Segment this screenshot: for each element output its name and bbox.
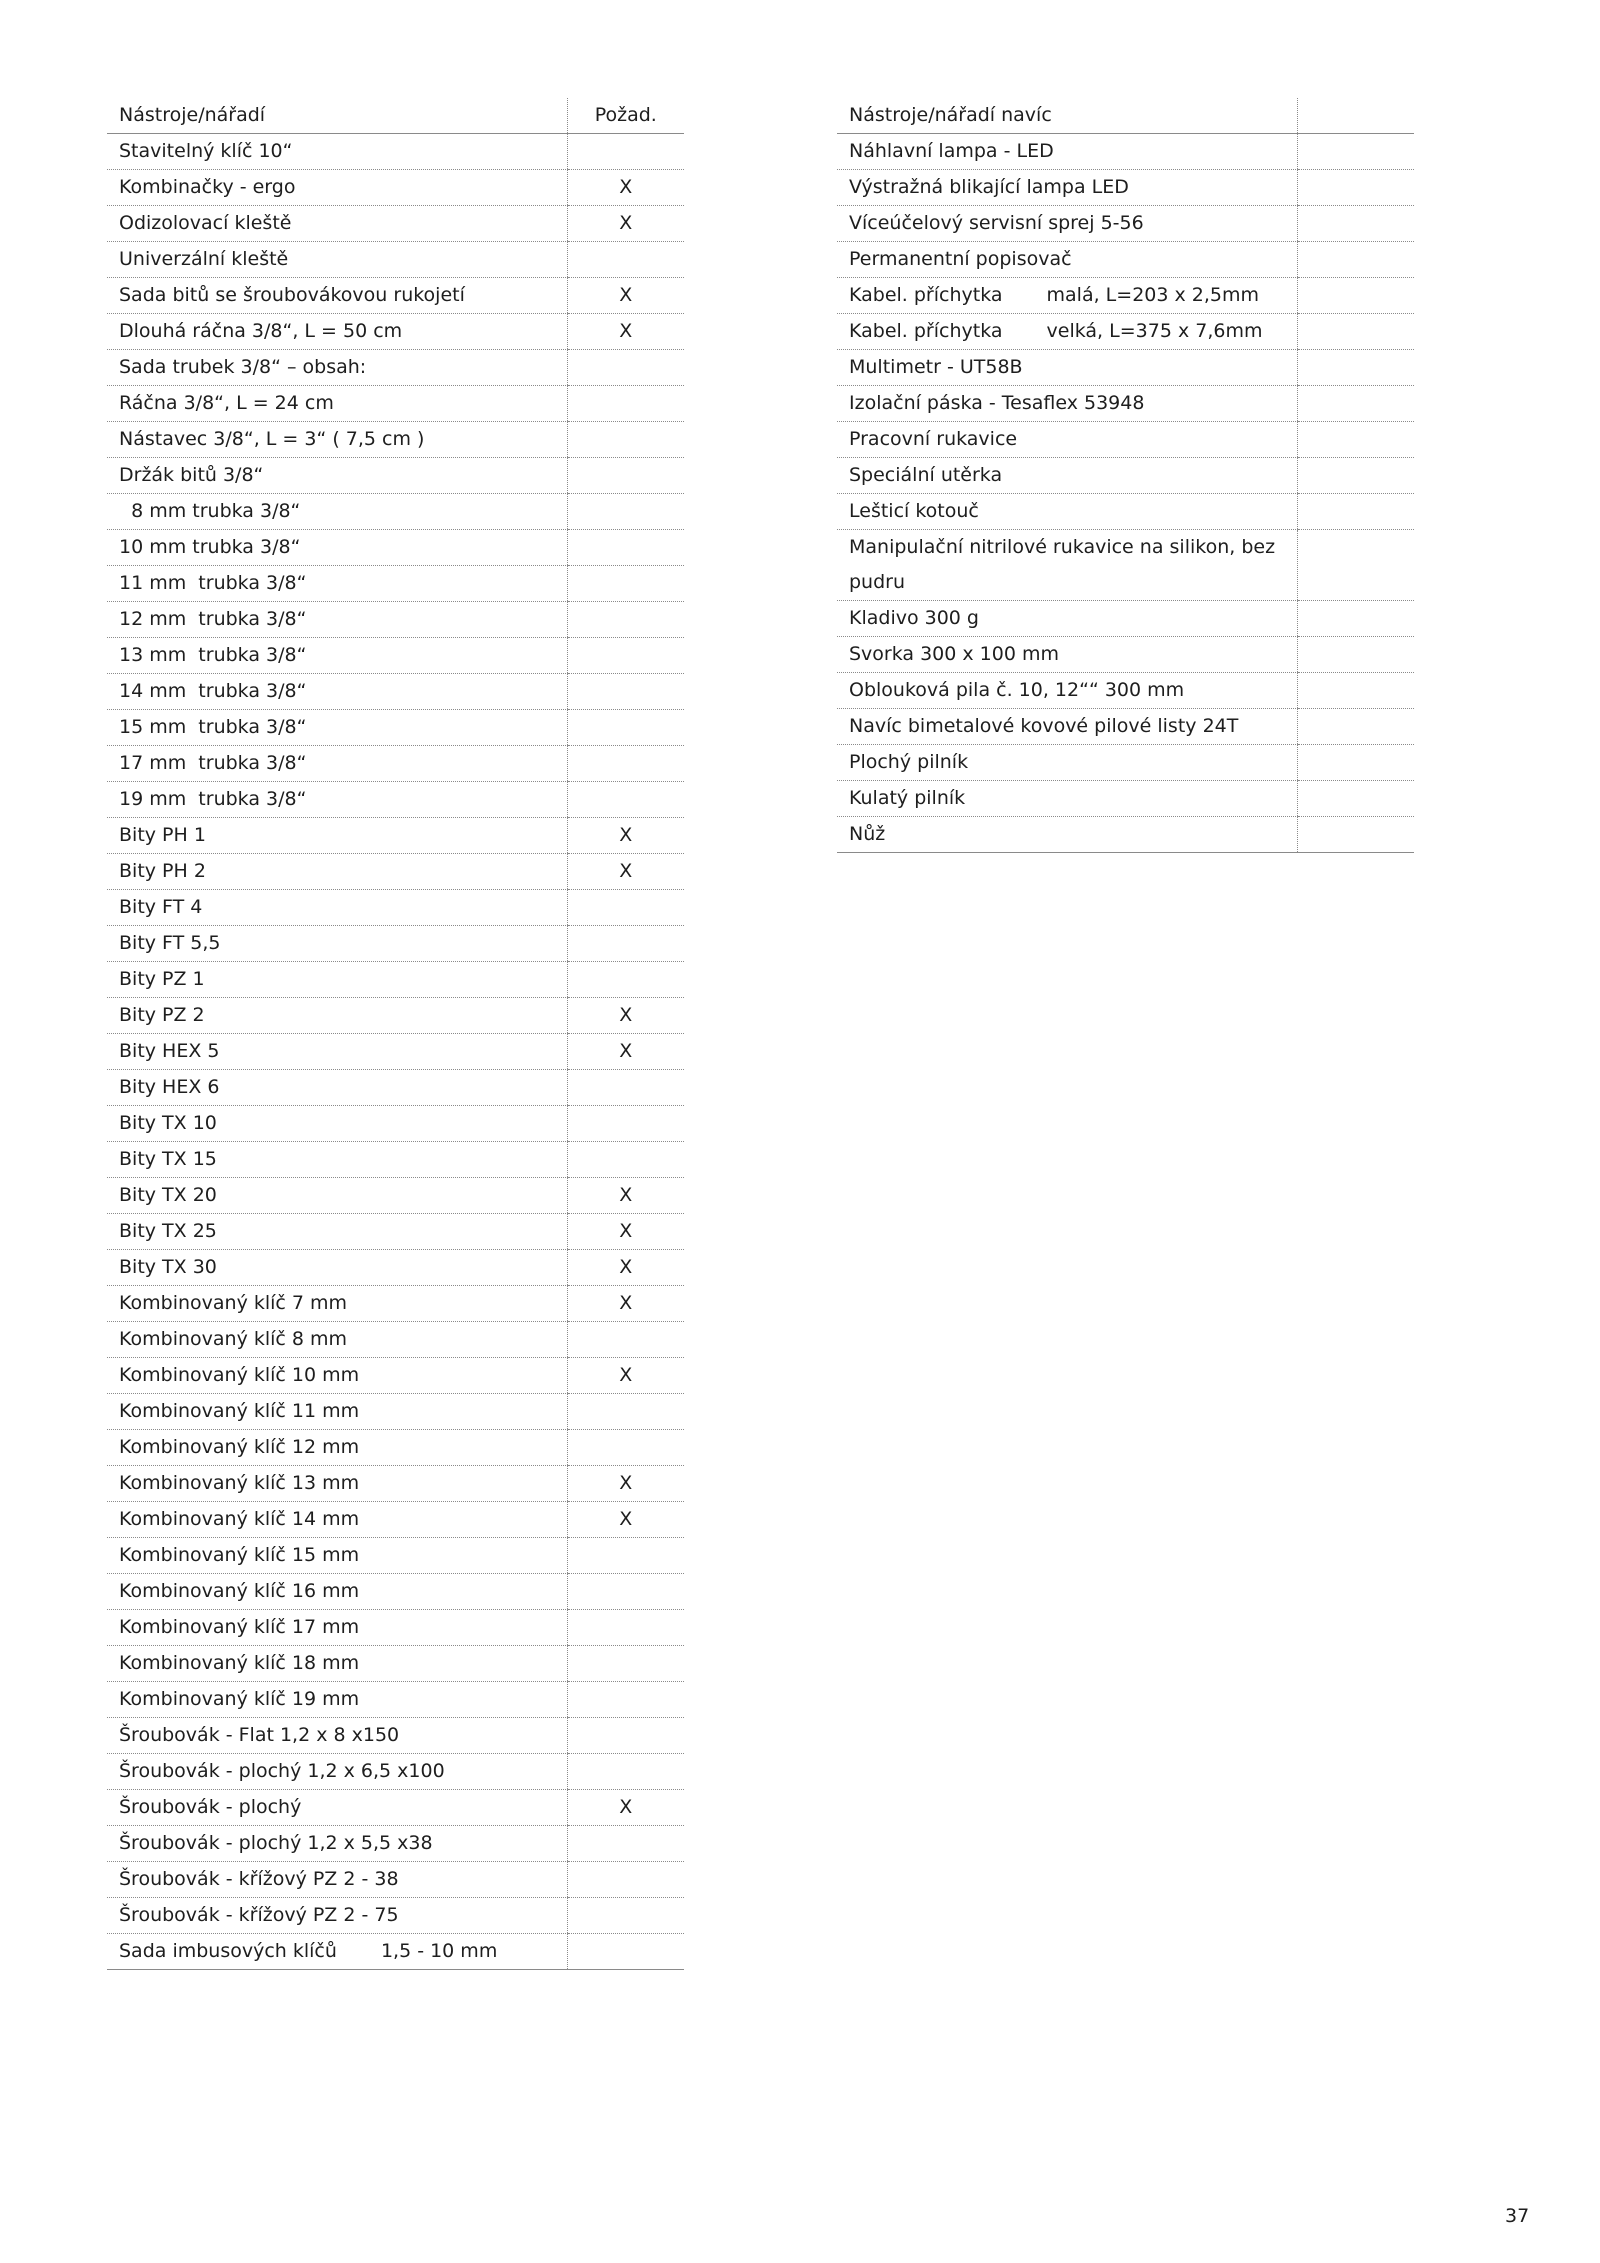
table-row [107, 206, 684, 242]
row-required-mark [567, 1394, 684, 1430]
table-row [107, 494, 684, 530]
row-item-label: Kombinovaný klíč 7 mm [119, 1292, 348, 1314]
row-required-mark [1297, 745, 1414, 781]
row-item-label: Kombinovaný klíč 12 mm [119, 1436, 360, 1458]
table-row [107, 782, 684, 818]
row-item [107, 458, 567, 494]
table-row [107, 710, 684, 746]
row-item [107, 242, 567, 278]
table-row [837, 206, 1414, 242]
row-item [837, 422, 1297, 458]
row-item [107, 386, 567, 422]
row-item-detail: velká, L=375 x 7,6mm [1046, 320, 1263, 342]
row-item-label: Bity TX 30 [119, 1256, 217, 1278]
row-item [837, 709, 1297, 745]
row-required-mark [567, 1142, 684, 1178]
table-row [107, 1610, 684, 1646]
row-item-label: Bity TX 15 [119, 1148, 217, 1170]
row-required-mark [567, 1574, 684, 1610]
table-row [107, 1754, 684, 1790]
row-item [837, 673, 1297, 709]
row-item [837, 314, 1297, 350]
table-row [107, 1862, 684, 1898]
row-item [107, 170, 567, 206]
row-item-label: Bity TX 20 [119, 1184, 217, 1206]
table-row [837, 350, 1414, 386]
header-required: Požad. [567, 98, 684, 134]
row-item-label: Plochý pilník [849, 751, 969, 773]
table-row [107, 278, 684, 314]
row-item-label: Sada bitů se šroubovákovou rukojetí [119, 284, 465, 306]
row-item [107, 1394, 567, 1430]
row-required-mark [1297, 278, 1414, 314]
row-item-label: Kombinovaný klíč 14 mm [119, 1508, 360, 1530]
row-item-label: 11 mm trubka 3/8“ [119, 572, 307, 594]
row-item [107, 1070, 567, 1106]
row-item [107, 854, 567, 890]
row-item-label: Kombinovaný klíč 8 mm [119, 1328, 348, 1350]
table-row [107, 1574, 684, 1610]
row-required-mark [567, 1430, 684, 1466]
row-item [107, 1538, 567, 1574]
row-item-label: Bity PH 2 [119, 860, 206, 882]
row-item-label: Kombinačky - ergo [119, 176, 296, 198]
table-row [107, 1790, 684, 1826]
row-item [837, 350, 1297, 386]
table-row [107, 674, 684, 710]
row-required-mark [567, 422, 684, 458]
extra-tools-table [837, 98, 1414, 853]
row-item [837, 745, 1297, 781]
row-item [107, 1646, 567, 1682]
row-required-mark [567, 530, 684, 566]
row-item [837, 494, 1297, 530]
row-item [107, 1430, 567, 1466]
row-item-label: Multimetr - UT58B [849, 356, 1023, 378]
row-item [107, 530, 567, 566]
table-row [837, 781, 1414, 817]
table-row [107, 242, 684, 278]
row-required-mark [1297, 422, 1414, 458]
table-row [107, 1934, 684, 1970]
table-row [107, 1178, 684, 1214]
row-item [107, 1610, 567, 1646]
row-required-mark [567, 1862, 684, 1898]
row-item-label: Lešticí kotouč [849, 500, 979, 522]
row-item [837, 134, 1297, 170]
row-item-label: Kombinovaný klíč 15 mm [119, 1544, 360, 1566]
row-item-label: Bity TX 10 [119, 1112, 217, 1134]
row-item [107, 1826, 567, 1862]
table-row [107, 1646, 684, 1682]
row-required-mark: X [567, 1214, 684, 1250]
table-row [107, 1070, 684, 1106]
row-item [107, 1142, 567, 1178]
row-required-mark [567, 350, 684, 386]
row-required-mark [567, 782, 684, 818]
row-item [107, 1934, 567, 1970]
table-row [837, 422, 1414, 458]
table-row [107, 1682, 684, 1718]
row-item [107, 926, 567, 962]
table-row [837, 386, 1414, 422]
row-item-label: Pracovní rukavice [849, 428, 1018, 450]
row-item-label: Bity PZ 1 [119, 968, 205, 990]
row-item [107, 1754, 567, 1790]
table-row [107, 350, 684, 386]
row-item-label: 15 mm trubka 3/8“ [119, 716, 307, 738]
row-item [107, 1862, 567, 1898]
row-required-mark: X [567, 1358, 684, 1394]
row-required-mark [567, 638, 684, 674]
row-item [107, 782, 567, 818]
row-item-label: Speciální utěrka [849, 464, 1003, 486]
extra-tools-table-body [837, 98, 1414, 853]
tools-table-header [107, 98, 684, 134]
row-item [837, 278, 1297, 314]
table-row [107, 998, 684, 1034]
row-item-label: Výstražná blikající lampa LED [849, 176, 1129, 198]
row-required-mark [1297, 601, 1414, 637]
row-item-label: Kladivo 300 g [849, 607, 979, 629]
row-required-mark [567, 710, 684, 746]
row-item-label: Držák bitů 3/8“ [119, 464, 264, 486]
row-item [107, 1106, 567, 1142]
table-row [107, 1142, 684, 1178]
row-item [107, 1898, 567, 1934]
row-required-mark [567, 1610, 684, 1646]
row-required-mark [1297, 494, 1414, 530]
table-row [107, 962, 684, 998]
header-required [1297, 98, 1414, 134]
table-row [107, 134, 684, 170]
row-item [107, 1718, 567, 1754]
table-row [107, 1106, 684, 1142]
row-item [107, 1214, 567, 1250]
row-required-mark [567, 566, 684, 602]
table-row [837, 637, 1414, 673]
row-required-mark: X [567, 1250, 684, 1286]
table-row [107, 170, 684, 206]
row-required-mark [567, 1538, 684, 1574]
table-row [107, 818, 684, 854]
row-item [107, 422, 567, 458]
table-row [837, 134, 1414, 170]
table-row [107, 530, 684, 566]
row-item-label: Odizolovací kleště [119, 212, 292, 234]
table-row [107, 458, 684, 494]
row-required-mark [567, 386, 684, 422]
row-required-mark [567, 674, 684, 710]
row-item-detail: malá, L=203 x 2,5mm [1046, 284, 1260, 306]
row-item [107, 1322, 567, 1358]
row-item-label: 19 mm trubka 3/8“ [119, 788, 307, 810]
page-number: 37 [1505, 2205, 1530, 2227]
row-item [107, 890, 567, 926]
row-required-mark: X [567, 1466, 684, 1502]
row-item [837, 530, 1297, 601]
row-required-mark [567, 1754, 684, 1790]
row-item-label: Šroubovák - plochý [119, 1796, 302, 1818]
row-item [107, 206, 567, 242]
row-item-label: Manipulační nitrilové rukavice na silikon, bez pudru [849, 536, 1276, 593]
row-item [107, 494, 567, 530]
row-item-label: Univerzální kleště [119, 248, 289, 270]
table-row [107, 422, 684, 458]
row-item [837, 458, 1297, 494]
row-item-label: 14 mm trubka 3/8“ [119, 680, 307, 702]
row-item-label: Kombinovaný klíč 19 mm [119, 1688, 360, 1710]
row-item-label: 10 mm trubka 3/8“ [119, 536, 301, 558]
row-item [107, 1034, 567, 1070]
table-row [107, 638, 684, 674]
row-required-mark: X [567, 1286, 684, 1322]
row-item-label: Bity FT 5,5 [119, 932, 221, 954]
row-item-label: 8 mm trubka 3/8“ [119, 500, 301, 522]
row-item-label: Permanentní popisovač [849, 248, 1072, 270]
row-required-mark [1297, 170, 1414, 206]
row-item-label: Bity FT 4 [119, 896, 203, 918]
row-required-mark [1297, 314, 1414, 350]
table-row [107, 1286, 684, 1322]
row-item [107, 1574, 567, 1610]
table-row [107, 1214, 684, 1250]
row-item-label: Kulatý pilník [849, 787, 966, 809]
row-item [837, 781, 1297, 817]
row-item [107, 1502, 567, 1538]
row-item-label: Nástavec 3/8“, L = 3“ ( 7,5 cm ) [119, 428, 425, 450]
row-item-label: Víceúčelový servisní sprej 5-56 [849, 212, 1144, 234]
row-item-detail: 1,5 - 10 mm [380, 1940, 498, 1962]
row-item-label: Kombinovaný klíč 10 mm [119, 1364, 360, 1386]
row-required-mark [1297, 458, 1414, 494]
row-item-label: Kombinovaný klíč 16 mm [119, 1580, 360, 1602]
row-required-mark [1297, 206, 1414, 242]
row-required-mark [567, 746, 684, 782]
row-item [107, 746, 567, 782]
row-item-label: Kombinovaný klíč 18 mm [119, 1652, 360, 1674]
row-item-label: Bity PH 1 [119, 824, 206, 846]
table-row [107, 1034, 684, 1070]
row-required-mark: X [567, 206, 684, 242]
row-item-label: Stavitelný klíč 10“ [119, 140, 293, 162]
row-item [107, 1790, 567, 1826]
row-item [837, 170, 1297, 206]
row-item [107, 710, 567, 746]
row-item [107, 638, 567, 674]
table-row [107, 602, 684, 638]
table-row [837, 458, 1414, 494]
table-row [107, 1538, 684, 1574]
row-required-mark: X [567, 1790, 684, 1826]
row-required-mark: X [567, 278, 684, 314]
row-item-label: Kombinovaný klíč 17 mm [119, 1616, 360, 1638]
row-required-mark: X [567, 1502, 684, 1538]
header-item: Nástroje/nářadí [107, 98, 567, 134]
row-item [107, 314, 567, 350]
row-required-mark [567, 494, 684, 530]
row-item [837, 817, 1297, 853]
row-item [837, 601, 1297, 637]
row-required-mark: X [567, 854, 684, 890]
row-item [107, 818, 567, 854]
row-item [107, 962, 567, 998]
row-item [107, 1250, 567, 1286]
table-row [107, 1898, 684, 1934]
row-item [107, 134, 567, 170]
row-item [837, 242, 1297, 278]
row-required-mark: X [567, 818, 684, 854]
row-item-label: Bity HEX 5 [119, 1040, 220, 1062]
row-required-mark [567, 1898, 684, 1934]
row-item [107, 1466, 567, 1502]
row-item-label: Kabel. příchytka [849, 284, 1003, 306]
table-row [837, 170, 1414, 206]
row-required-mark [567, 1106, 684, 1142]
row-item-label: Šroubovák - Flat 1,2 x 8 x150 [119, 1724, 400, 1746]
row-required-mark [1297, 673, 1414, 709]
row-item-label: Kombinovaný klíč 11 mm [119, 1400, 360, 1422]
table-row [837, 242, 1414, 278]
tools-table-body [107, 98, 684, 1970]
row-item [837, 386, 1297, 422]
table-row [837, 494, 1414, 530]
table-row [837, 817, 1414, 853]
tools-table [107, 98, 684, 1970]
row-required-mark [567, 1934, 684, 1970]
row-item-label: 12 mm trubka 3/8“ [119, 608, 307, 630]
row-item-label: Dlouhá ráčna 3/8“, L = 50 cm [119, 320, 403, 342]
table-row [107, 314, 684, 350]
table-row [107, 1394, 684, 1430]
table-row [107, 926, 684, 962]
extra-tools-table-header [837, 98, 1414, 134]
row-item-label: Nůž [849, 823, 886, 845]
table-row [837, 314, 1414, 350]
row-item-label: Navíc bimetalové kovové pilové listy 24T [849, 715, 1239, 737]
row-required-mark [1297, 350, 1414, 386]
row-required-mark [567, 1682, 684, 1718]
row-item [107, 278, 567, 314]
row-required-mark [567, 458, 684, 494]
row-required-mark [1297, 709, 1414, 745]
row-required-mark: X [567, 314, 684, 350]
table-row [107, 1718, 684, 1754]
row-required-mark: X [567, 170, 684, 206]
row-item-label: Oblouková pila č. 10, 12““ 300 mm [849, 679, 1185, 701]
row-item-label: Šroubovák - plochý 1,2 x 5,5 x38 [119, 1832, 433, 1854]
row-item [107, 602, 567, 638]
row-item [107, 674, 567, 710]
row-required-mark [567, 1646, 684, 1682]
row-required-mark [567, 602, 684, 638]
table-row [837, 709, 1414, 745]
table-row [107, 1502, 684, 1538]
row-item-label: Náhlavní lampa - LED [849, 140, 1054, 162]
row-item-label: Bity TX 25 [119, 1220, 217, 1242]
row-item-label: 13 mm trubka 3/8“ [119, 644, 307, 666]
row-item [107, 1682, 567, 1718]
row-item-label: Ráčna 3/8“, L = 24 cm [119, 392, 334, 414]
row-required-mark [567, 962, 684, 998]
row-item-label: Šroubovák - křížový PZ 2 - 38 [119, 1868, 399, 1890]
row-required-mark: X [567, 1034, 684, 1070]
row-required-mark [1297, 781, 1414, 817]
row-item [107, 566, 567, 602]
table-row [837, 673, 1414, 709]
row-item [107, 998, 567, 1034]
row-item [107, 1358, 567, 1394]
table-row [837, 601, 1414, 637]
row-item [107, 1286, 567, 1322]
row-required-mark: X [567, 998, 684, 1034]
row-required-mark: X [567, 1178, 684, 1214]
row-required-mark [567, 890, 684, 926]
row-required-mark [567, 926, 684, 962]
row-required-mark [1297, 242, 1414, 278]
table-row [837, 278, 1414, 314]
table-row [837, 530, 1414, 601]
row-item-label: Svorka 300 x 100 mm [849, 643, 1060, 665]
row-required-mark [1297, 386, 1414, 422]
row-item-label: Šroubovák - plochý 1,2 x 6,5 x100 [119, 1760, 445, 1782]
row-item [107, 350, 567, 386]
row-item [837, 637, 1297, 673]
row-required-mark [1297, 637, 1414, 673]
row-required-mark [567, 1826, 684, 1862]
table-row [107, 1826, 684, 1862]
row-item-label: Bity HEX 6 [119, 1076, 220, 1098]
row-required-mark [567, 134, 684, 170]
row-required-mark [567, 1718, 684, 1754]
table-row [107, 854, 684, 890]
table-row [107, 1250, 684, 1286]
row-required-mark [567, 1070, 684, 1106]
table-row [837, 745, 1414, 781]
table-row [107, 890, 684, 926]
row-item-label: Izolační páska - Tesaflex 53948 [849, 392, 1145, 414]
header-item: Nástroje/nářadí navíc [837, 98, 1297, 134]
row-item-label: Kabel. příchytka [849, 320, 1003, 342]
table-row [107, 386, 684, 422]
row-item [107, 1178, 567, 1214]
table-row [107, 1466, 684, 1502]
table-row [107, 746, 684, 782]
row-item-label: Sada trubek 3/8“ – obsah: [119, 356, 367, 378]
row-item-label: Sada imbusových klíčů [119, 1940, 337, 1962]
row-item-label: 17 mm trubka 3/8“ [119, 752, 307, 774]
row-required-mark [1297, 530, 1414, 601]
row-item-label: Bity PZ 2 [119, 1004, 205, 1026]
row-required-mark [1297, 817, 1414, 853]
table-row [107, 566, 684, 602]
row-item [837, 206, 1297, 242]
table-row [107, 1358, 684, 1394]
table-row [107, 1322, 684, 1358]
row-item-label: Kombinovaný klíč 13 mm [119, 1472, 360, 1494]
row-required-mark [567, 1322, 684, 1358]
row-item-label: Šroubovák - křížový PZ 2 - 75 [119, 1904, 399, 1926]
row-required-mark [1297, 134, 1414, 170]
row-required-mark [567, 242, 684, 278]
table-row [107, 1430, 684, 1466]
